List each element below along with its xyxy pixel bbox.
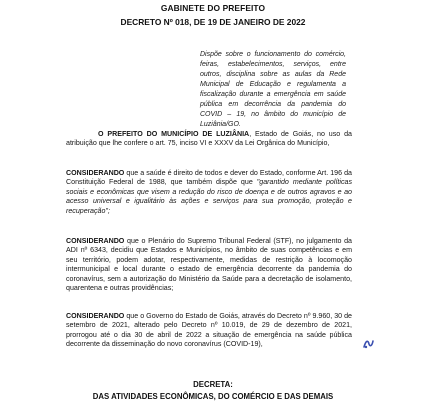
blue-initial-mark-icon (362, 338, 374, 350)
decree-title: DECRETO Nº 018, DE 19 DE JANEIRO DE 2022 (120, 17, 306, 27)
preamble-paragraph (66, 130, 352, 149)
preamble-mayor: O PREFEITO DO MUNICÍPIO DE LUZIÂNIA (98, 130, 250, 138)
considerando-keyword: CONSIDERANDO (66, 312, 125, 320)
considerando-paragraph-2 (66, 237, 352, 293)
considerando-text: que o Governo do Estado de Goiás, através do Decreto nº 9.960, 30 de setembro de 2021, alterado pelo Decreto nº 10.019, de 29 de dezembro de 2021, prorrogou até o dia 30 de abril de 2022 a situação de emergência na saúde pública decorrente da disseminação do novo coronavírus (COVID-19), (66, 312, 352, 349)
considerando-paragraph-1 (66, 169, 352, 216)
decree-summary: Dispõe sobre o funcionamento do comércio, feiras, estabelecimentos, serviços, entre outros, disciplina sobre as aulas da Rede Municipal de Educação e regulamenta a fiscalização durante a emergência em saúde pública em decorrência da pandemia do COVID – 19, no âmbito do município de Luziânia/GO. (200, 51, 346, 128)
considerando-text: que a saúde é direito de todos e dever do Estado, conforme Art. 196 da Constituição Federal de 1988, que também dispõe que (66, 169, 352, 187)
preamble-text: , Estado de Goiás, no uso da atribuição que lhe confere o art. 75, inciso VI e XXXV da Lei Orgânica do Município, (66, 130, 352, 148)
section-heading: DAS ATIVIDADES ECONÔMICAS, DO COMÉRCIO E DAS DEMAIS (92, 392, 334, 401)
decreta-heading: DECRETA: (193, 380, 233, 389)
header-office: GABINETE DO PREFEITO (160, 3, 266, 13)
considerando-keyword: CONSIDERANDO (66, 169, 125, 177)
considerando-text: que o Plenário do Supremo Tribunal Federal (STF), no julgamento da ADI nº 6343, decidiu que Estados e Municípios, no âmbito de suas competências e em seu território, podem adotar, respectivamente, medidas de restrição à locomoção intermunicipal e local durante o estado de emergência decorrente da pandemia do coronavírus, sem a autorização do Ministério da Saúde para a decretação de isolamento, quarentena e outras providências; (66, 237, 352, 293)
considerando-paragraph-3 (66, 312, 352, 350)
considerando-keyword: CONSIDERANDO (66, 237, 125, 245)
considerando-quote: "garantido mediante políticas sociais e econômicas que visem a redução do risco de doença e de outros agravos e ao acesso universal e igualitário às ações e serviços para sua promoção, proteção e recuperação"; (66, 178, 353, 215)
